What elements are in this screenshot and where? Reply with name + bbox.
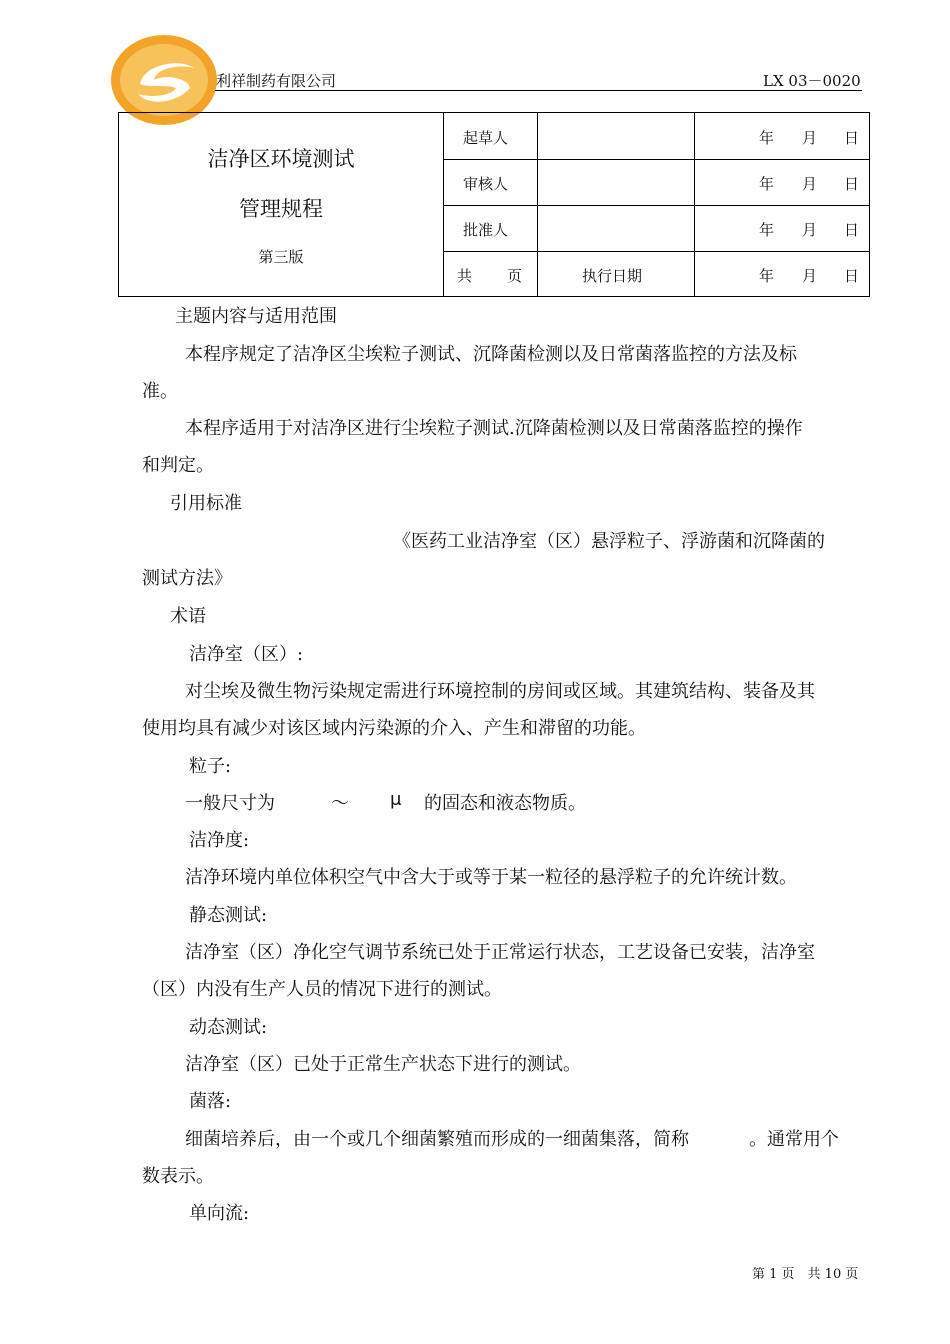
section-heading: 主题内容与适用范围	[175, 306, 337, 327]
document-subtitle: 管理规程	[239, 197, 323, 221]
section-heading: 术语	[170, 606, 206, 627]
term-name: 洁净度:	[189, 830, 250, 851]
paragraph-line: 本程序规定了洁净区尘埃粒子测试、沉降菌检测以及日常菌落监控的方法及标	[185, 344, 797, 365]
company-name: 利祥制药有限公司	[216, 72, 337, 90]
paragraph-line: （区）内没有生产人员的情况下进行的测试。	[142, 979, 502, 1000]
reference-line: 测试方法》	[142, 568, 232, 589]
date-year: 年	[759, 267, 775, 285]
term-name: 菌落:	[189, 1091, 232, 1112]
date-month: 月	[802, 221, 818, 239]
paragraph-line: 。通常用个	[749, 1129, 839, 1150]
date-month: 月	[802, 129, 818, 147]
date-year: 年	[759, 129, 775, 147]
term-name: 动态测试:	[189, 1017, 268, 1038]
paragraph-line: 使用均具有减少对该区域内污染源的介入、产生和滞留的功能。	[142, 718, 646, 739]
date-day: 日	[844, 129, 860, 147]
term-name: 粒子:	[189, 756, 232, 777]
document-code: LX 03－0020	[763, 72, 861, 90]
reviewer-label: 审核人	[463, 175, 509, 193]
reference-line: 《医药工业洁净室（区）悬浮粒子、浮游菌和沉降菌的	[393, 531, 825, 552]
section-heading: 引用标准	[170, 493, 242, 514]
exec-date-label: 执行日期	[582, 267, 643, 285]
date-year: 年	[759, 221, 775, 239]
edition-label: 第三版	[258, 248, 304, 266]
paragraph-line: 和判定。	[142, 455, 214, 476]
table-divider	[443, 159, 869, 160]
table-divider	[443, 205, 869, 206]
page-number: 第 1 页 共 10 页	[752, 1267, 859, 1282]
term-name: 洁净室（区）:	[189, 644, 304, 665]
paragraph-line: 一般尺寸为	[185, 793, 275, 814]
total-label: 共	[457, 267, 473, 285]
paragraph-line: 洁净环境内单位体积空气中含大于或等于某一粒径的悬浮粒子的允许统计数。	[185, 867, 797, 888]
micro-symbol: μ	[390, 789, 402, 810]
table-divider	[443, 251, 869, 252]
pages-label: 页	[507, 267, 523, 285]
paragraph-line: 洁净室（区）净化空气调节系统已处于正常运行状态，工艺设备已安装，洁净室	[185, 942, 815, 963]
paragraph-line: 洁净室（区）已处于正常生产状态下进行的测试。	[185, 1054, 581, 1075]
paragraph-line: 细菌培养后，由一个或几个细菌繁殖而形成的一细菌集落，简称	[185, 1129, 689, 1150]
date-month: 月	[802, 175, 818, 193]
date-day: 日	[844, 175, 860, 193]
approval-table	[118, 112, 870, 297]
paragraph-line: 本程序适用于对洁净区进行尘埃粒子测试.沉降菌检测以及日常菌落监控的操作	[185, 418, 803, 439]
header-rule	[215, 90, 862, 91]
term-name: 单向流:	[189, 1203, 250, 1224]
date-day: 日	[844, 221, 860, 239]
paragraph-line: 数表示。	[142, 1166, 214, 1187]
paragraph-line: 的固态和液态物质。	[424, 793, 586, 814]
date-day: 日	[844, 267, 860, 285]
term-name: 静态测试:	[189, 905, 268, 926]
date-month: 月	[802, 267, 818, 285]
paragraph-line: 对尘埃及微生物污染规定需进行环境控制的房间或区域。其建筑结构、装备及其	[185, 681, 815, 702]
tilde-symbol: ～	[331, 793, 349, 814]
paragraph-line: 准。	[142, 381, 178, 402]
document-title: 洁净区环境测试	[207, 147, 355, 171]
approver-label: 批准人	[463, 221, 509, 239]
date-year: 年	[759, 175, 775, 193]
drafter-label: 起草人	[463, 129, 509, 147]
